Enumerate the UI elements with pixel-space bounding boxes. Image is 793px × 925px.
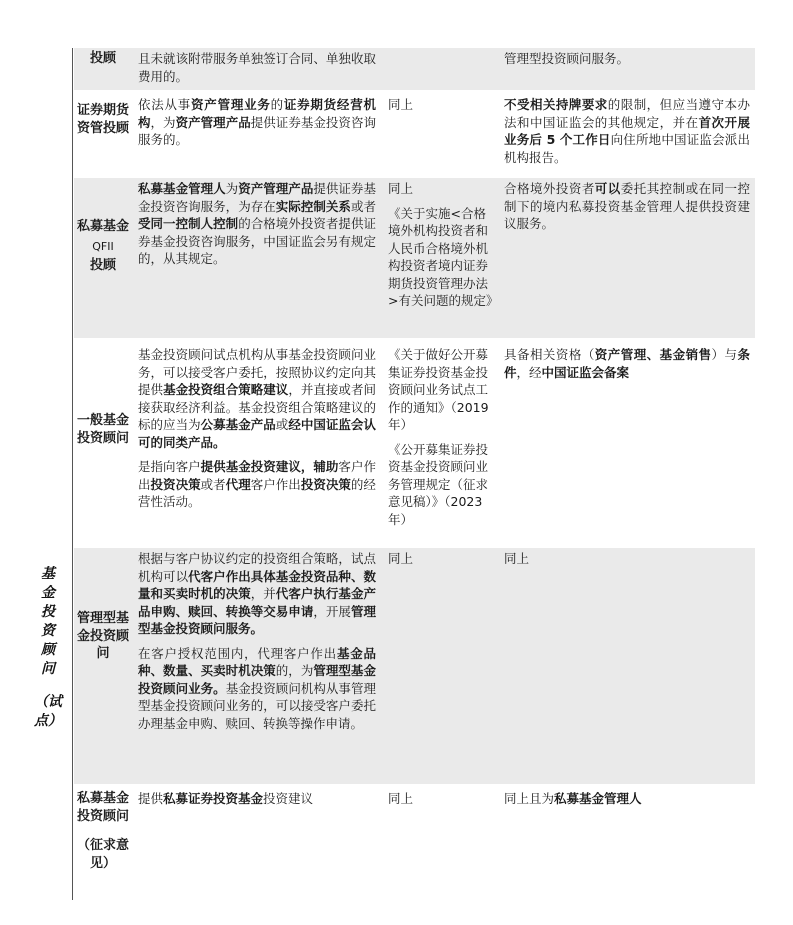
row-definition-cell: 依法从事资产管理业务的证券期货经营机构，为资产管理产品提供证券基金投资咨询服务的。 xyxy=(138,97,376,147)
row-basis-cell: 同上 《关于实施<合格境外机构投资者和人民币合格境外机构投资者境内证券期货投资管理办法>有关问题的规定》 xyxy=(388,181,499,308)
table-row xyxy=(74,344,755,542)
row-requirement-cell: 同上 xyxy=(504,551,530,566)
table-row xyxy=(74,788,755,898)
row-requirement-cell: 管理型投资顾问服务。 xyxy=(504,51,630,66)
row-definition-cell: 私募基金管理人为资产管理产品提供证券基金投资咨询服务，为存在实际控制关系或者受同一控制人控制的合格境外投资者提供证券基金投资咨询服务，中国证监会另有规定的，从其规定。 xyxy=(138,181,376,266)
row-definition-cell: 且未就该附带服务单独签订合同、单独收取费用的。 xyxy=(138,51,376,84)
table-row xyxy=(74,548,755,784)
row-type-cell: 私募基金投资顾问 （征求意见） xyxy=(76,791,129,871)
row-type-cell: 证券期货资管投顾 xyxy=(76,103,129,136)
left-vertical-rule xyxy=(72,48,73,900)
row-definition-cell: 提供私募证券投资基金投资建议 xyxy=(138,791,314,806)
row-type-cell: 私募基金 QFII 投顾 xyxy=(76,219,129,273)
row-requirement-cell: 同上且为私募基金管理人 xyxy=(504,791,642,806)
row-basis-cell: 同上 xyxy=(388,97,414,112)
row-requirement-cell: 具备相关资格（资产管理、基金销售）与条件，经中国证监会备案 xyxy=(504,347,750,380)
row-basis-cell: 《关于做好公开募集证券投资基金投资顾问业务试点工作的通知》（2019 年） 《公开募集证券投资基金投资顾问业务管理规定（征求意见稿）》（2023 年） xyxy=(388,347,489,527)
group-label-note: （试点） xyxy=(34,694,62,729)
row-basis-cell: 同上 xyxy=(388,551,414,566)
row-definition-cell: 基金投资顾问试点机构从事基金投资顾问业务，可以接受客户委托，按照协议约定向其提供基金投资组合策略建议，并直接或者间接获取经济利益。基金投资组合策略建议的标的应当为公募基金产品或经中国证监会认可的同类产品。 是指向客户提供基金投资建议，辅助客户作出投资决策或者代理客户作出投资决策的经营性活动。 xyxy=(138,347,376,509)
row-type-cell: 投顾 xyxy=(89,51,116,66)
row-type-cell: 一般基金投资顾问 xyxy=(76,413,129,446)
row-definition-cell: 根据与客户协议约定的投资组合策略，试点机构可以代客户作出具体基金投资品种、数量和买卖时机的决策，并代客户执行基金产品申购、赎回、转换等交易申请，开展管理型基金投资顾问服务。 在客户授权范围内，代理客户作出基金品种、数量、买卖时机决策的，为管理型基金投资顾问业务。基金投资顾问机构从事管理型基金投资顾问业务的，可以接受客户委托办理基金申购、赎回、转换等操作申请。 xyxy=(138,551,376,731)
group-label-title: 基金投资顾问 xyxy=(41,566,55,677)
table-row xyxy=(74,178,755,338)
table-row xyxy=(74,48,755,90)
group-label xyxy=(28,565,68,731)
table-row xyxy=(74,96,755,172)
row-type-cell: 管理型基金投资顾问 xyxy=(76,611,129,661)
row-requirement-cell: 不受相关持牌要求的限制，但应当遵守本办法和中国证监会的其他规定，并在首次开展业务后 5 个工作日向住所地中国证监会派出机构报告。 xyxy=(504,97,750,165)
row-basis-cell: 同上 xyxy=(388,791,414,806)
row-requirement-cell: 合格境外投资者可以委托其控制或在同一控制下的境内私募投资基金管理人提供投资建议服务。 xyxy=(504,181,750,231)
